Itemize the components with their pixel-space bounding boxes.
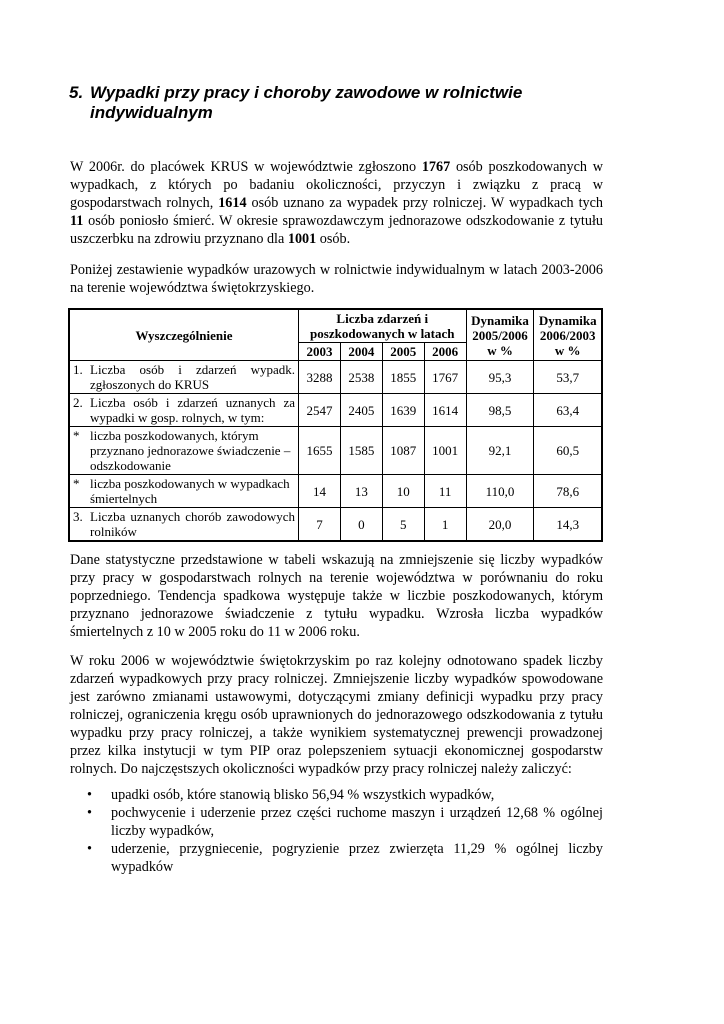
- row-marker: 1.: [73, 362, 83, 377]
- row-marker: 3.: [73, 509, 83, 524]
- bullet-icon: •: [87, 805, 92, 821]
- cell-value: 1767: [424, 361, 466, 394]
- header-year: 2006: [424, 343, 466, 361]
- list-item: [87, 840, 603, 876]
- cell-dyn1: 98,5: [466, 394, 534, 427]
- table-row: [69, 475, 602, 508]
- cell-value: 1087: [382, 427, 424, 475]
- row-marker: *: [73, 476, 80, 491]
- section-title: Wypadki przy pracy i choroby zawodowe w rolnictwie indywidualnym: [90, 83, 523, 122]
- row-label: Liczba osób i zdarzeń uznanych za wypadki w gosp. rolnych, w tym:: [90, 395, 296, 425]
- cell-dyn2: 78,6: [534, 475, 602, 508]
- intro-text-3: osób uznano za wypadek przy rolniczej. W wypadkach tych: [246, 195, 603, 211]
- row-label-cell: [69, 361, 299, 394]
- list-item-text: pochwycenie i uderzenie przez części ruchome maszyn i urządzeń 12,68 % ogólnej liczby wypadków,: [111, 805, 603, 839]
- row-label: liczba poszkodowanych, którym przyznano jednorazowe świadczenie – odszkodowanie: [90, 428, 291, 473]
- table-header-row: [69, 309, 602, 343]
- causes-paragraph: W roku 2006 w województwie świętokrzyskim po raz kolejny odnotowano spadek liczby zdarzeń wypadkowych przy pracy rolniczej. Zmniejszenie liczby wypadków spowodowane jest zarówno zmianami ustawowymi, dotyczącymi zmiany definicji wypadku przy pracy rolniczej, ograniczenia kręgu osób uprawnionych do jednorazowego odszkodowania z tytułu wypadku przy pracy rolniczej, a także wynikiem systematycznej prewencji prowadzonej przez kilka instytucji w tym PIP oraz polepszeniem sytuacji ekonomicznej gospodarstw rolnych. Do najczęstszych okoliczności wypadków przy pracy rolniczej należy zaliczyć:: [70, 653, 603, 777]
- cell-value: 0: [340, 508, 382, 542]
- row-label-cell: [69, 427, 299, 475]
- row-label-cell: [69, 394, 299, 427]
- cell-value: 2405: [340, 394, 382, 427]
- list-item: [87, 786, 603, 804]
- table-row: [69, 394, 602, 427]
- header-year: 2004: [340, 343, 382, 361]
- cell-value: 11: [424, 475, 466, 508]
- cell-value: 7: [299, 508, 341, 542]
- table-intro-paragraph: Poniżej zestawienie wypadków urazowych w rolnictwie indywidualnym w latach 2003-2006 na terenie województwa świętokrzyskiego.: [70, 262, 603, 296]
- intro-text-1: W 2006r. do placówek KRUS w województwie zgłoszono: [70, 159, 422, 175]
- bullet-icon: •: [87, 841, 92, 857]
- intro-bold-reported: 1767: [421, 159, 451, 175]
- causes-list: [87, 786, 603, 876]
- cell-value: 1: [424, 508, 466, 542]
- intro-bold-recognized: 1614: [218, 195, 247, 211]
- row-label-cell: [69, 508, 299, 542]
- header-year: 2003: [299, 343, 341, 361]
- cell-value: 3288: [299, 361, 341, 394]
- list-item-text: uderzenie, przygniecenie, pogryzienie przez zwierzęta 11,29 % ogólnej liczby wypadków: [111, 841, 603, 875]
- cell-value: 2538: [340, 361, 382, 394]
- row-marker: *: [73, 428, 80, 443]
- intro-text-4: osób poniosło śmierć. W okresie sprawozdawczym jednorazowe odszkodowanie z tytułu uszczerbku na zdrowiu przyznano dla: [70, 213, 603, 247]
- analysis-paragraph: Dane statystyczne przedstawione w tabeli wskazują na zmniejszenie się liczby wypadków przy pracy w gospodarstwach rolnych na terenie województwa w porównaniu do roku poprzedniego. Tendencja spadkowa występuje także w liczbie poszkodowanych, którym przyznano jednorazowe świadczenie z tytułu wypadku. Wzrosła liczba wypadków śmiertelnych z 10 w 2005 roku do 11 w 2006 roku.: [70, 552, 603, 640]
- intro-text-2: osób poszkodowanych w wypadkach, z których po badaniu okoliczności, przyczyn i związku z pracą w gospodarstwach rolnych,: [70, 159, 603, 211]
- row-label: Liczba osób i zdarzeń wypadk. zgłoszonych do KRUS: [90, 362, 296, 392]
- intro-text-5: osób.: [316, 231, 351, 247]
- cell-dyn1: 95,3: [466, 361, 534, 394]
- table-row: [69, 361, 602, 394]
- row-label: Liczba uznanych chorób zawodowych rolników: [90, 509, 296, 539]
- cell-dyn2: 14,3: [534, 508, 602, 542]
- section-number: 5.: [69, 83, 84, 102]
- list-item-text: upadki osób, które stanowią blisko 56,94 % wszystkich wypadków,: [111, 787, 495, 803]
- header-dyn1: Dynamika 2005/2006 w %: [466, 309, 534, 361]
- row-label-cell: [69, 475, 299, 508]
- cell-value: 13: [340, 475, 382, 508]
- cell-value: 1001: [424, 427, 466, 475]
- cell-dyn1: 92,1: [466, 427, 534, 475]
- table-row: [69, 508, 602, 542]
- list-item: [87, 804, 603, 840]
- header-year: 2005: [382, 343, 424, 361]
- cell-value: 1855: [382, 361, 424, 394]
- header-dyn2: Dynamika 2006/2003 w %: [534, 309, 602, 361]
- cell-dyn1: 20,0: [466, 508, 534, 542]
- bullet-icon: •: [87, 787, 92, 803]
- row-label: liczba poszkodowanych w wypadkach śmiertelnych: [90, 476, 290, 506]
- cell-dyn2: 63,4: [534, 394, 602, 427]
- cell-value: 1614: [424, 394, 466, 427]
- cell-value: 14: [299, 475, 341, 508]
- cell-value: 2547: [299, 394, 341, 427]
- header-spec: Wyszczególnienie: [69, 309, 299, 361]
- accident-statistics-table: [68, 308, 603, 542]
- intro-paragraph: [70, 158, 603, 248]
- row-marker: 2.: [73, 395, 83, 410]
- cell-value: 10: [382, 475, 424, 508]
- cell-value: 1655: [299, 427, 341, 475]
- table-row: [69, 427, 602, 475]
- intro-bold-compensated: 1001: [287, 231, 317, 247]
- cell-value: 1585: [340, 427, 382, 475]
- cell-value: 5: [382, 508, 424, 542]
- header-group: Liczba zdarzeń i poszkodowanych w latach: [299, 309, 467, 343]
- cell-dyn2: 53,7: [534, 361, 602, 394]
- cell-dyn1: 110,0: [466, 475, 534, 508]
- cell-dyn2: 60,5: [534, 427, 602, 475]
- cell-value: 1639: [382, 394, 424, 427]
- intro-bold-deaths: 11: [70, 213, 84, 229]
